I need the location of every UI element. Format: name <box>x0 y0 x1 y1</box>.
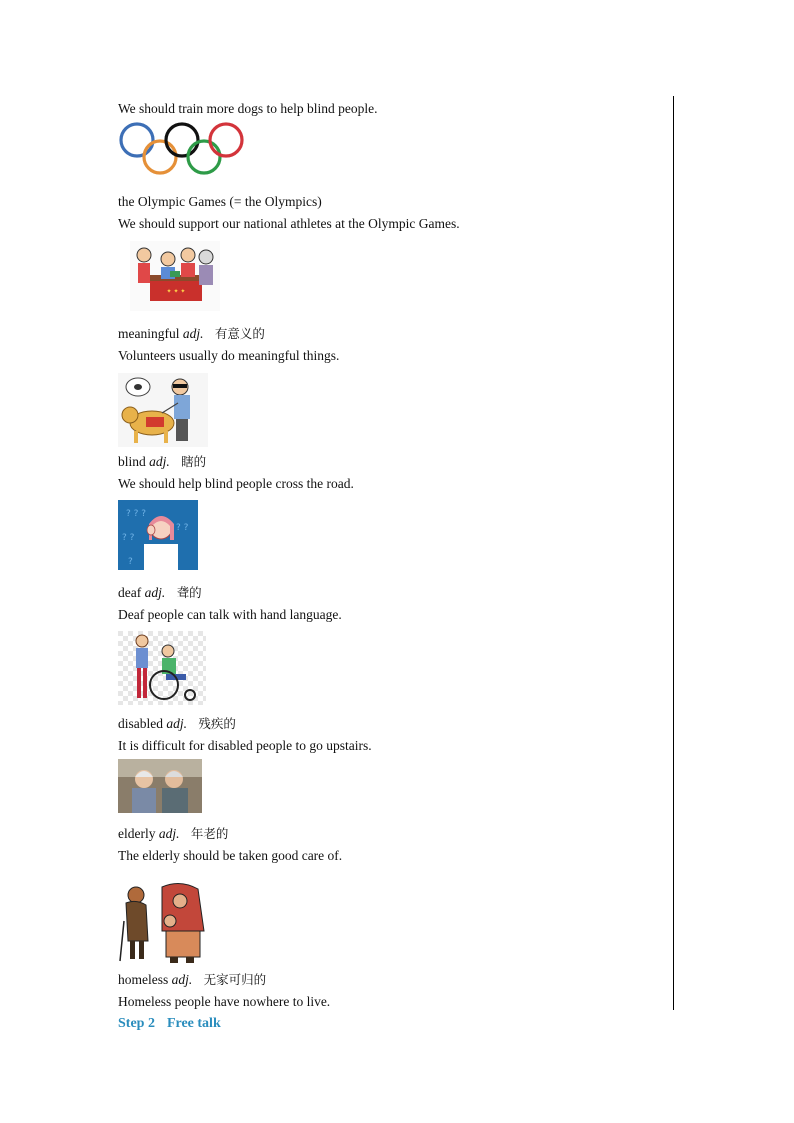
vocab-cn: 年老的 <box>190 827 229 841</box>
vocab-pos: adj. <box>166 716 188 731</box>
ring-orange <box>144 141 176 173</box>
vocab-homeless <box>118 969 658 991</box>
svg-text:✦ ✦ ✦: ✦ ✦ ✦ <box>166 288 186 295</box>
vocab-word: blind <box>118 454 146 469</box>
homeless-sentence: Homeless people have nowhere to live. <box>118 994 331 1009</box>
elderly-sentence: The elderly should be taken good care of. <box>118 848 343 863</box>
vocab-pos: adj. <box>158 826 180 841</box>
ring-blue <box>121 124 153 156</box>
vocab-deaf <box>118 582 658 604</box>
guide-dog-image <box>118 373 208 447</box>
homeless-people-image <box>118 881 208 965</box>
vocab-pos: adj. <box>182 326 204 341</box>
volunteers-image <box>130 241 220 311</box>
olympic-sentence: We should support our national athletes at the Olympic Games. <box>118 216 460 231</box>
vocab-blind <box>118 451 658 473</box>
step-heading <box>118 1013 658 1035</box>
vocab-cn: 瞎的 <box>181 455 207 469</box>
vocab-word: deaf <box>118 585 142 600</box>
meaningful-sentence: Volunteers usually do meaningful things. <box>118 348 340 363</box>
wheelchair-image <box>118 631 206 705</box>
deaf-person-image <box>118 500 198 570</box>
ring-black <box>166 124 198 156</box>
vocab-cn: 有意义的 <box>214 327 265 341</box>
step-label: Step 2 <box>118 1016 155 1031</box>
sentence-dogs: We should train more dogs to help blind people. <box>118 101 378 116</box>
deaf-sentence: Deaf people can talk with hand language. <box>118 607 342 622</box>
ring-green <box>188 141 220 173</box>
document-body <box>118 98 658 1035</box>
svg-text:? ?: ? ? <box>176 523 189 533</box>
vocab-cn: 无家可归的 <box>203 973 267 987</box>
olympic-term: the Olympic Games (= the Olympics) <box>118 194 322 209</box>
olympic-rings-image <box>118 121 246 179</box>
svg-text:? ? ?: ? ? ? <box>126 509 147 519</box>
svg-text:?: ? <box>128 557 133 567</box>
vocab-pos: adj. <box>144 585 166 600</box>
vocab-word: disabled <box>118 716 163 731</box>
page-right-rule <box>673 96 674 1010</box>
elderly-couple-image <box>118 759 202 813</box>
vocab-word: elderly <box>118 826 156 841</box>
vocab-pos: adj. <box>149 454 170 469</box>
vocab-elderly <box>118 823 658 845</box>
vocab-cn: 残疾的 <box>198 717 236 731</box>
vocab-disabled <box>118 713 658 735</box>
blind-sentence: We should help blind people cross the road. <box>118 476 354 491</box>
ring-red <box>210 124 242 156</box>
vocab-cn: 聋的 <box>176 586 202 600</box>
vocab-meaningful <box>118 323 658 345</box>
vocab-pos: adj. <box>171 972 193 987</box>
svg-text:? ?: ? ? <box>122 533 135 543</box>
vocab-word: meaningful <box>118 326 180 341</box>
step-title: Free talk <box>166 1016 221 1031</box>
disabled-sentence: It is difficult for disabled people to go upstairs. <box>118 738 372 753</box>
vocab-word: homeless <box>118 972 169 987</box>
